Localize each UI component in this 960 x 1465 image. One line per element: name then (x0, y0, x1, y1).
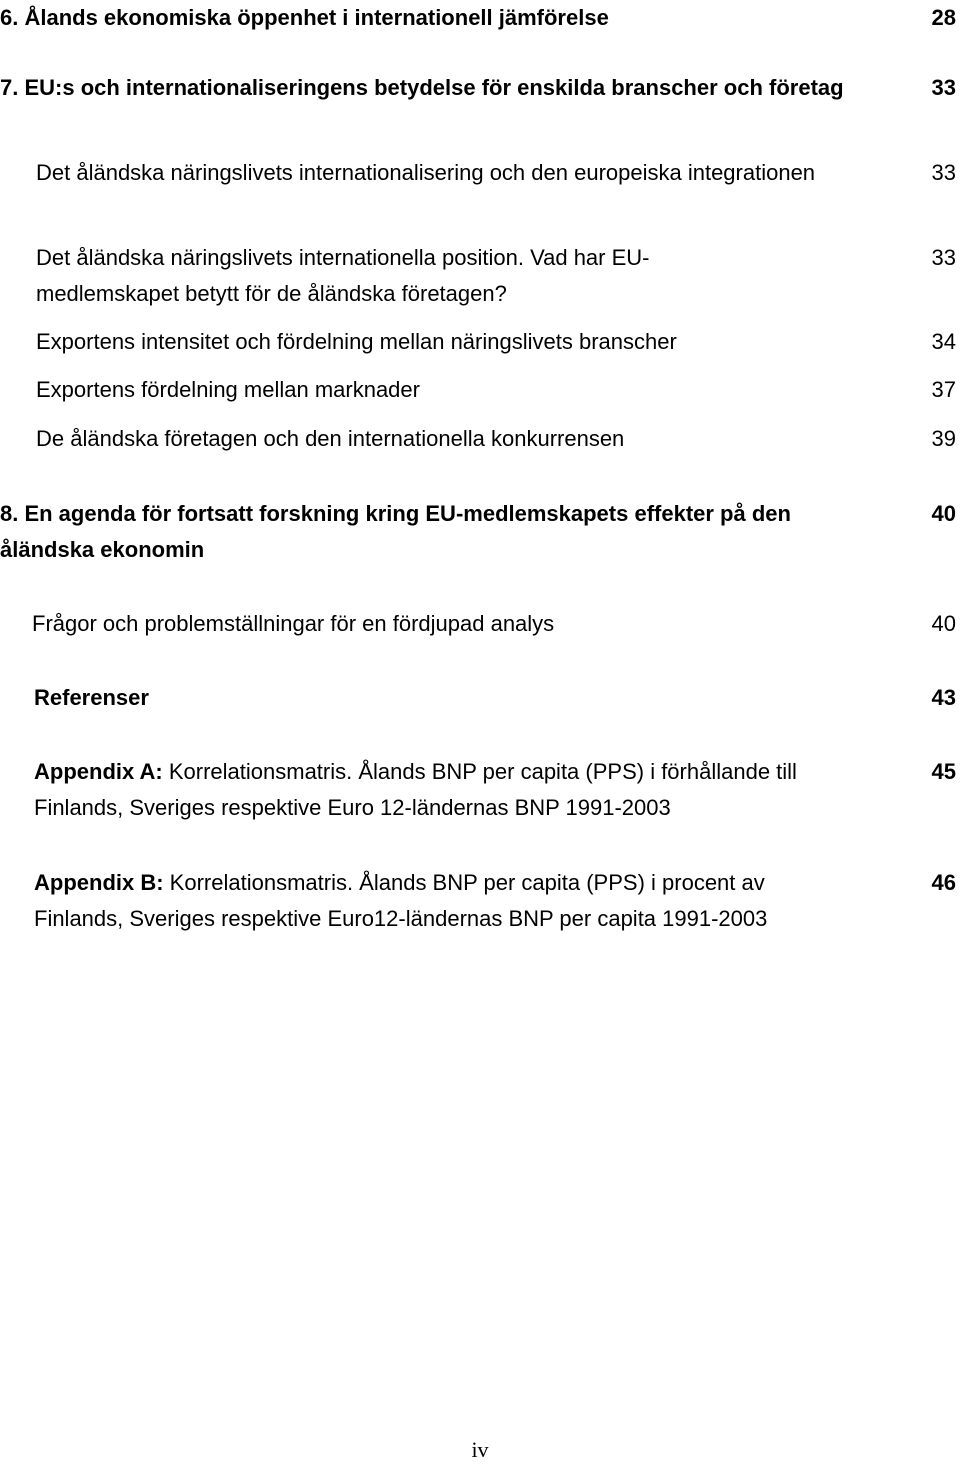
toc-entry-title: 7. EU:s och internationaliseringens betydelse för enskilda branscher och företag (0, 75, 844, 100)
toc-entry-page: 46 (931, 870, 956, 895)
appendix-label: Appendix A: (34, 759, 163, 784)
appendix-title: Korrelationsmatris. Ålands BNP per capita (PPS) i förhållande till Finlands, Sveriges respektive Euro 12-ländernas BNP 1991-2003 (34, 759, 797, 820)
toc-entry-page: 33 (931, 245, 956, 270)
toc-entry-title: Referenser (34, 685, 149, 710)
page-number: iv (471, 1437, 489, 1462)
toc-entry-page: 40 (931, 501, 956, 526)
toc-entry-title: Exportens intensitet och fördelning mellan näringslivets branscher (36, 329, 677, 354)
toc-entry-title (34, 865, 834, 937)
appendix-title: Korrelationsmatris. Ålands BNP per capita (PPS) i procent av Finlands, Sveriges respektive Euro12-ländernas BNP per capita 1991-2003 (34, 870, 768, 931)
appendix-label: Appendix B: (34, 870, 164, 895)
toc-entry-page: 43 (931, 685, 956, 710)
toc-entry-page: 37 (931, 377, 956, 402)
toc-entry-page: 33 (931, 75, 956, 100)
toc-entry-title (34, 754, 884, 826)
toc-entry-title: 8. En agenda för fortsatt forskning kring EU-medlemskapets effekter på den åländska ekonomin (0, 501, 791, 562)
toc-entry-title: De åländska företagen och den internationella konkurrensen (36, 426, 625, 451)
toc-entry-title: Det åländska näringslivets internationalisering och den europeiska integrationen (36, 160, 816, 185)
toc-entry-page: 40 (931, 611, 956, 636)
toc-entry-title: Det åländska näringslivets internationella position. Vad har EU-medlemskapet betytt för de åländska företagen? (36, 245, 650, 306)
toc-entry-page: 45 (931, 759, 956, 784)
toc-entry-title: Exportens fördelning mellan marknader (36, 377, 420, 402)
toc-entry-page: 33 (931, 160, 956, 185)
toc-entry-title: Frågor och problemställningar för en fördjupad analys (32, 611, 555, 636)
toc-entry-page: 28 (931, 5, 956, 30)
toc-entry-page: 34 (931, 329, 956, 354)
toc-entry-title: 6. Ålands ekonomiska öppenhet i internationell jämförelse (0, 5, 609, 30)
toc-entry-page: 39 (931, 426, 956, 451)
